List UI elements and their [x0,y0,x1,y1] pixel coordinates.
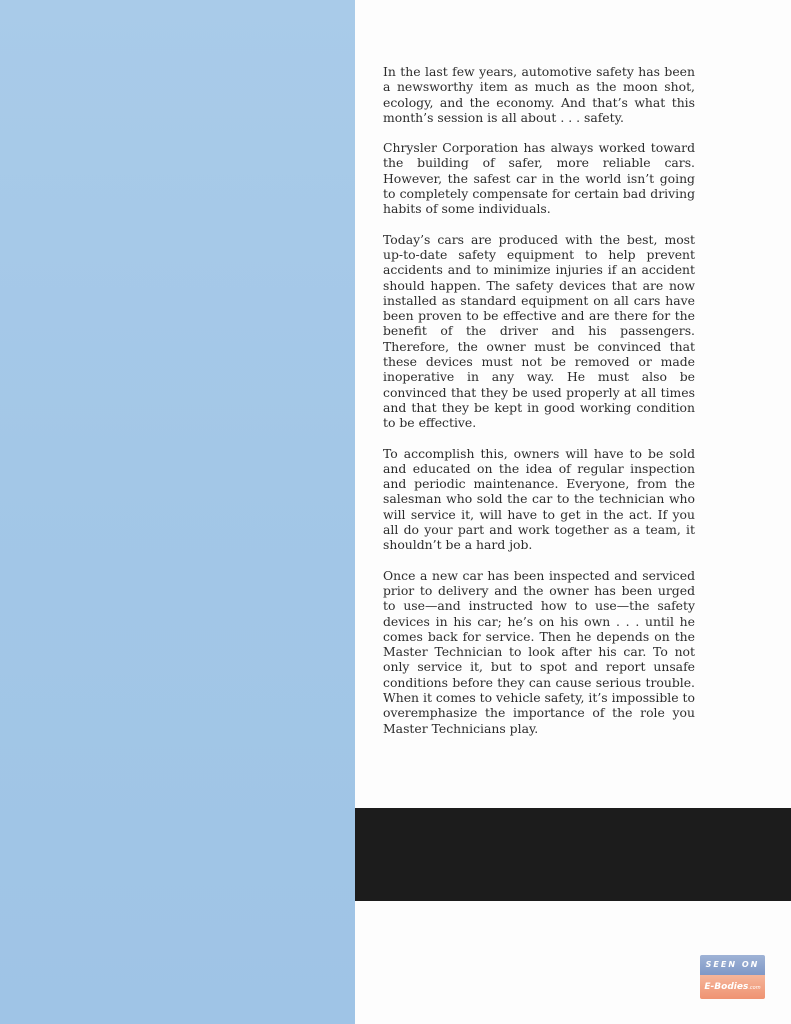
paragraph-2: Chrysler Corporation has always worked toward the building of safer, more reliable cars. However, the safest car in the world isn’t going to completely compensate for certain bad driving habits of some individuals. [383,140,695,217]
paragraph-4: To accomplish this, owners will have to be sold and educated on the idea of regular inspection and periodic maintenance. Everyone, from the salesman who sold the car to the technician who will service it, will have to get in the act. If you all do your part and work together as a team, it shouldn’t be a hard job. [383,445,695,553]
badge-top-label: SEEN ON [700,955,765,975]
article-text [383,64,695,751]
paragraph-1: In the last few years, automotive safety has been a newsworthy item as much as the moon shot, ecology, and the economy. And that’s what this month’s session is all about . . . safety. [383,64,695,125]
paragraph-5: Once a new car has been inspected and serviced prior to delivery and the owner has been urged to use—and instructed how to use—the safety devices in his car; he’s on his own . . . until he comes back for service. Then he depends on the Master Technician to look after his car. To not only service it, but to spot and report unsafe conditions before they can cause serious trouble. When it comes to vehicle safety, it’s impossible to overemphasize the importance of the role you Master Technicians play. [383,567,695,736]
badge-brand-text: E-Bodies [704,982,749,992]
black-band [355,808,791,901]
paragraph-3: Today’s cars are produced with the best, most up-to-date safety equipment to help prevent accidents and to minimize injuries if an accident should happen. The safety devices that are now installed as standard equipment on all cars have been proven to be effective and are there for the benefit of the driver and his passengers. Therefore, the owner must be convinced that these devices must not be removed or made inoperative in any way. He must also be convinced that they be used properly at all times and that they be kept in good working condition to be effective. [383,231,695,431]
blue-side-panel [0,0,355,1024]
seen-on-ebodies-badge [700,955,765,1001]
badge-bottom-label [700,975,765,999]
badge-suffix-text: .com [748,985,761,991]
